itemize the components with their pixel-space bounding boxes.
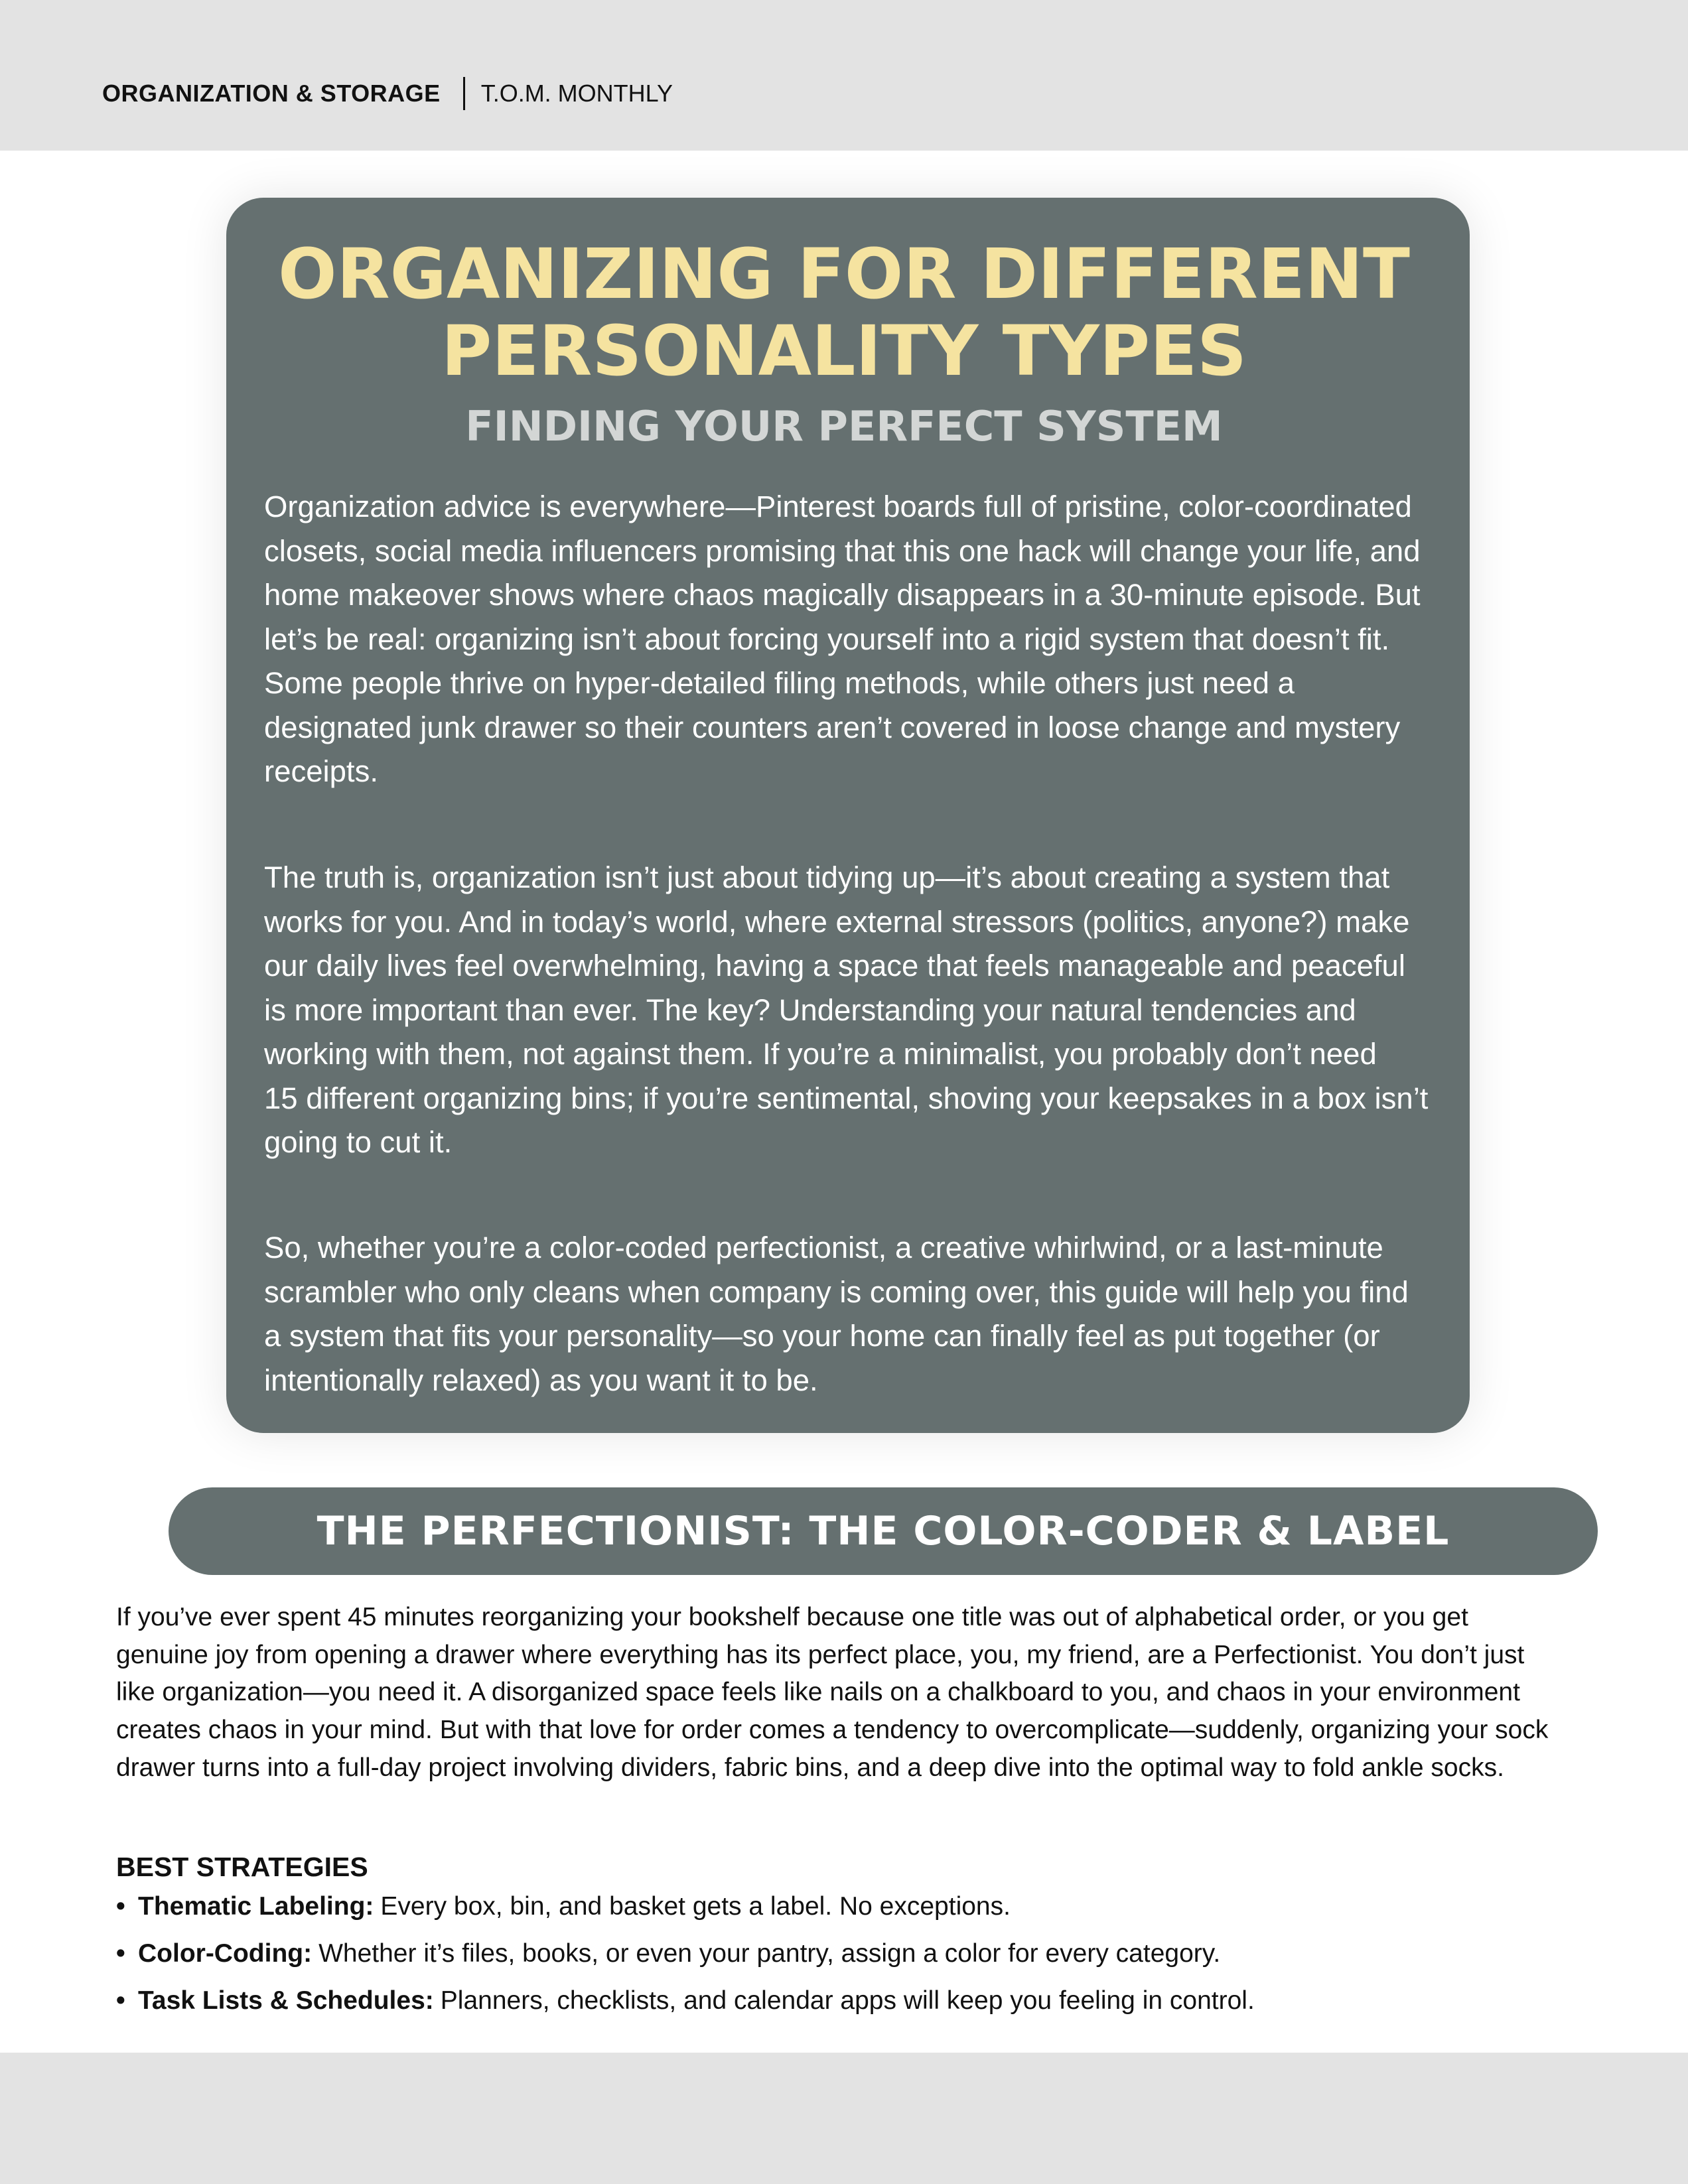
- strategy-term: Thematic Labeling:: [138, 1892, 374, 1921]
- strategy-text: Whether it’s files, books, or even your pantry, assign a color for every category.: [318, 1939, 1221, 1968]
- strategy-list: [116, 1888, 1596, 2029]
- strategy-term: Task Lists & Schedules:: [138, 1986, 434, 2015]
- strategy-text: Planners, checklists, and calendar apps will keep you feeling in control.: [440, 1986, 1255, 2015]
- text-line: drawer turns into a full-day project involving dividers, fabric bins, and a deep dive into the optimal way to fold ankle socks.: [116, 1753, 1504, 1782]
- footer-band: [0, 2053, 1688, 2184]
- article-title-line: ORGANIZING FOR DIFFERENT: [278, 234, 1410, 314]
- publication-name: T.O.M. MONTHLY: [480, 80, 673, 107]
- section-heading: THE PERFECTIONIST: THE COLOR-CODER & LABEL: [316, 1508, 1450, 1554]
- strategy-item: [116, 1935, 1596, 1982]
- text-line: genuine joy from opening a drawer where everything has its perfect place, you, my friend, are a Perfectionist. You don’t just: [116, 1640, 1525, 1669]
- bullet-icon: •: [116, 1892, 125, 1921]
- intro-paragraph-1: [264, 485, 1445, 794]
- text-line: is more important than ever. The key? Understanding your natural tendencies and: [264, 992, 1356, 1027]
- text-line: The truth is, organization isn’t just about tidying up—it’s about creating a system that: [264, 860, 1390, 894]
- text-line: intentionally relaxed) as you want it to be.: [264, 1363, 818, 1397]
- article-subtitle: FINDING YOUR PERFECT SYSTEM: [465, 402, 1223, 450]
- bullet-icon: •: [116, 1939, 125, 1968]
- text-line: If you’ve ever spent 45 minutes reorganizing your bookshelf because one title was out of alphabetical order, or you get: [116, 1603, 1468, 1631]
- text-line: a system that fits your personality—so your home can finally feel as put together (or: [264, 1319, 1380, 1353]
- text-line: our daily lives feel overwhelming, having a space that feels manageable and peaceful: [264, 949, 1405, 983]
- strategy-item: [116, 1888, 1596, 1935]
- intro-paragraph-3: [264, 1226, 1445, 1402]
- text-line: home makeover shows where chaos magically disappears in a 30-minute episode. But: [264, 578, 1421, 612]
- section-name: ORGANIZATION & STORAGE: [102, 80, 441, 107]
- text-line: going to cut it.: [264, 1125, 453, 1159]
- article-title: [0, 236, 1688, 389]
- section-banner: [169, 1487, 1598, 1575]
- bullet-icon: •: [116, 1986, 125, 2015]
- text-line: scrambler who only cleans when company is coming over, this guide will help you find: [264, 1274, 1409, 1309]
- text-line: works for you. And in today’s world, where external stressors (politics, anyone?) make: [264, 904, 1410, 939]
- text-line: creates chaos in your mind. But with that love for order comes a tendency to overcomplicate—suddenly, organizing your sock: [116, 1716, 1549, 1745]
- text-line: Organization advice is everywhere—Pinterest boards full of pristine, color-coordinated: [264, 490, 1412, 523]
- intro-paragraph-2: [264, 856, 1445, 1165]
- text-line: working with them, not against them. If you’re a minimalist, you probably don’t need: [264, 1037, 1377, 1071]
- text-line: like organization—you need it. A disorganized space feels like nails on a chalkboard to you, and chaos in your environment: [116, 1678, 1520, 1707]
- header-divider: [463, 77, 465, 110]
- text-line: So, whether you’re a color-coded perfectionist, a creative whirlwind, or a last-minute: [264, 1231, 1383, 1264]
- section-paragraph: [116, 1599, 1596, 1787]
- strategy-text: Every box, bin, and basket gets a label. No exceptions.: [380, 1892, 1011, 1921]
- text-line: 15 different organizing bins; if you’re sentimental, shoving your keepsakes in a box isn’t: [264, 1081, 1429, 1115]
- text-line: Some people thrive on hyper-detailed filing methods, while others just need a: [264, 666, 1295, 700]
- article-title-line: PERSONALITY TYPES: [441, 310, 1247, 391]
- strategy-item: [116, 1982, 1596, 2029]
- text-line: receipts.: [264, 754, 378, 788]
- strategies-heading: BEST STRATEGIES: [116, 1852, 368, 1882]
- header-band: [0, 0, 1688, 151]
- strategy-term: Color-Coding:: [138, 1939, 313, 1968]
- text-line: let’s be real: organizing isn’t about forcing yourself into a rigid system that doesn’t fit.: [264, 622, 1390, 656]
- running-head: [102, 77, 673, 110]
- text-line: designated junk drawer so their counters aren’t covered in loose change and mystery: [264, 710, 1401, 744]
- text-line: closets, social media influencers promising that this one hack will change your life, and: [264, 533, 1421, 568]
